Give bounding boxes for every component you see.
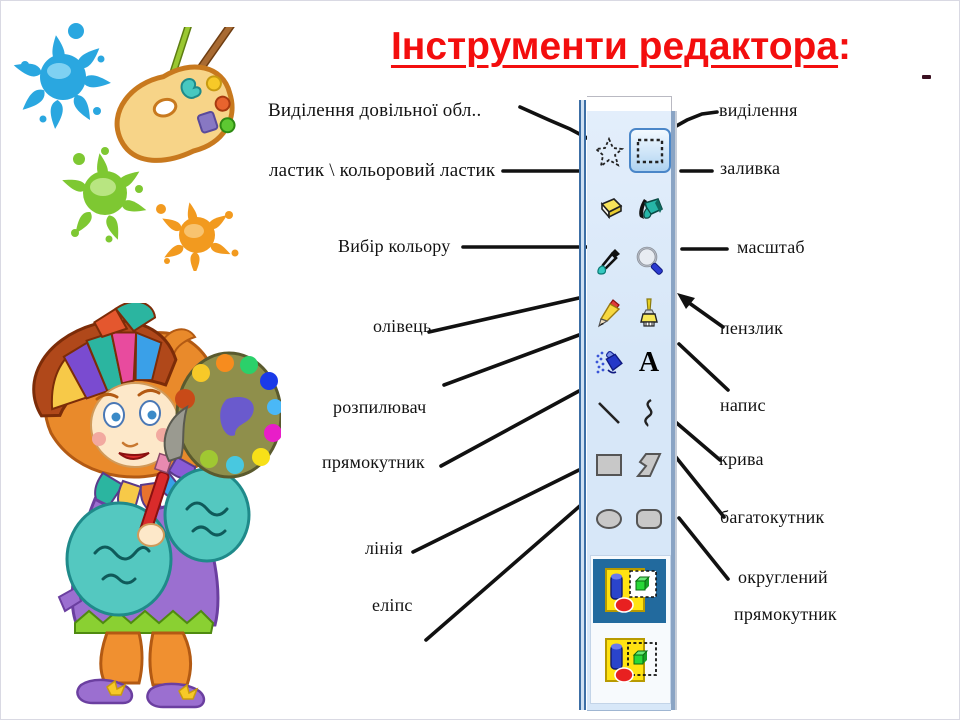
select-icon — [636, 138, 664, 164]
free-form-select-icon — [594, 137, 624, 169]
line-ellipse — [426, 505, 581, 640]
blue-paint-splash-art — [13, 19, 113, 129]
label-rounded-rect-line1: округлений — [738, 567, 828, 587]
polygon-icon — [636, 452, 662, 478]
label-pencil: олівець — [373, 316, 432, 336]
green-paint-splash-art — [53, 137, 153, 245]
pencil-icon — [596, 297, 622, 329]
label-magnifier: масштаб — [737, 237, 805, 257]
tool-options-box — [590, 555, 671, 704]
tool-text[interactable] — [632, 346, 666, 380]
page-title — [331, 25, 911, 69]
label-brush: пензлик — [720, 318, 784, 338]
line-brush-arrow — [685, 300, 723, 327]
tool-curve[interactable] — [632, 396, 666, 430]
tool-free-form-select[interactable] — [592, 136, 626, 170]
text-tool-icon: A — [638, 347, 660, 378]
paint-toolbox — [577, 96, 679, 712]
line-line-tool — [413, 470, 579, 552]
tool-pencil[interactable] — [592, 296, 626, 330]
tool-select[interactable] — [629, 128, 671, 173]
eraser-icon — [594, 196, 624, 222]
label-airbrush: розпилювач — [333, 397, 427, 417]
line-curve — [672, 419, 720, 460]
line-rectangle — [441, 391, 579, 466]
label-free-form-select: Виділення довільної обл.. — [268, 100, 482, 121]
label-line: лінія — [365, 538, 403, 558]
page-title-text: Інструменти редактора — [390, 25, 839, 68]
airbrush-icon — [594, 348, 624, 378]
label-text: напис — [720, 395, 766, 415]
line-airbrush — [444, 335, 579, 385]
pick-color-icon — [595, 246, 623, 276]
line-icon — [595, 399, 623, 427]
tool-ellipse[interactable] — [592, 502, 626, 536]
label-ellipse: еліпс — [372, 595, 413, 615]
tool-brush[interactable] — [632, 296, 666, 330]
fill-with-color-icon — [634, 195, 664, 223]
orange-paint-splash-art — [147, 191, 243, 271]
curve-icon — [639, 398, 659, 428]
tool-rectangle[interactable] — [592, 448, 626, 482]
label-select: виділення — [719, 100, 798, 120]
tool-airbrush[interactable] — [592, 346, 626, 380]
tool-line[interactable] — [592, 396, 626, 430]
ellipse-icon — [595, 508, 623, 530]
toolbox-right-border-outer — [675, 111, 677, 710]
label-polygon: багатокутник — [720, 507, 825, 527]
tool-fill[interactable] — [632, 192, 666, 226]
page-title-colon: : — [838, 25, 852, 68]
transparent-selection-icon — [602, 635, 658, 687]
child-painter-art — [11, 303, 281, 713]
magnifier-icon — [634, 245, 664, 277]
tool-pick-color[interactable] — [592, 244, 626, 278]
option-opaque-selection[interactable] — [593, 559, 666, 623]
rectangle-icon — [595, 453, 623, 477]
opaque-selection-icon — [602, 565, 658, 617]
label-rectangle: прямокутник — [322, 452, 425, 472]
label-curve: крива — [719, 449, 764, 469]
toolbox-left-edge2 — [584, 100, 586, 710]
option-transparent-selection[interactable] — [593, 625, 666, 697]
line-text — [679, 344, 728, 390]
stray-mark — [922, 75, 931, 79]
label-fill: заливка — [720, 158, 781, 178]
brush-icon — [637, 297, 661, 329]
tool-magnifier[interactable] — [632, 244, 666, 278]
arrowhead-brush — [677, 293, 695, 309]
tool-rounded-rectangle[interactable] — [632, 502, 666, 536]
label-eraser: ластик \ кольоровий ластик — [269, 160, 496, 181]
label-rounded-rect-line2: прямокутник — [734, 604, 837, 624]
tool-eraser[interactable] — [592, 192, 626, 226]
label-pick-color: Вибір кольору — [338, 236, 451, 256]
rounded-rectangle-icon — [635, 508, 663, 530]
line-pencil — [429, 298, 579, 332]
tool-polygon[interactable] — [632, 448, 666, 482]
